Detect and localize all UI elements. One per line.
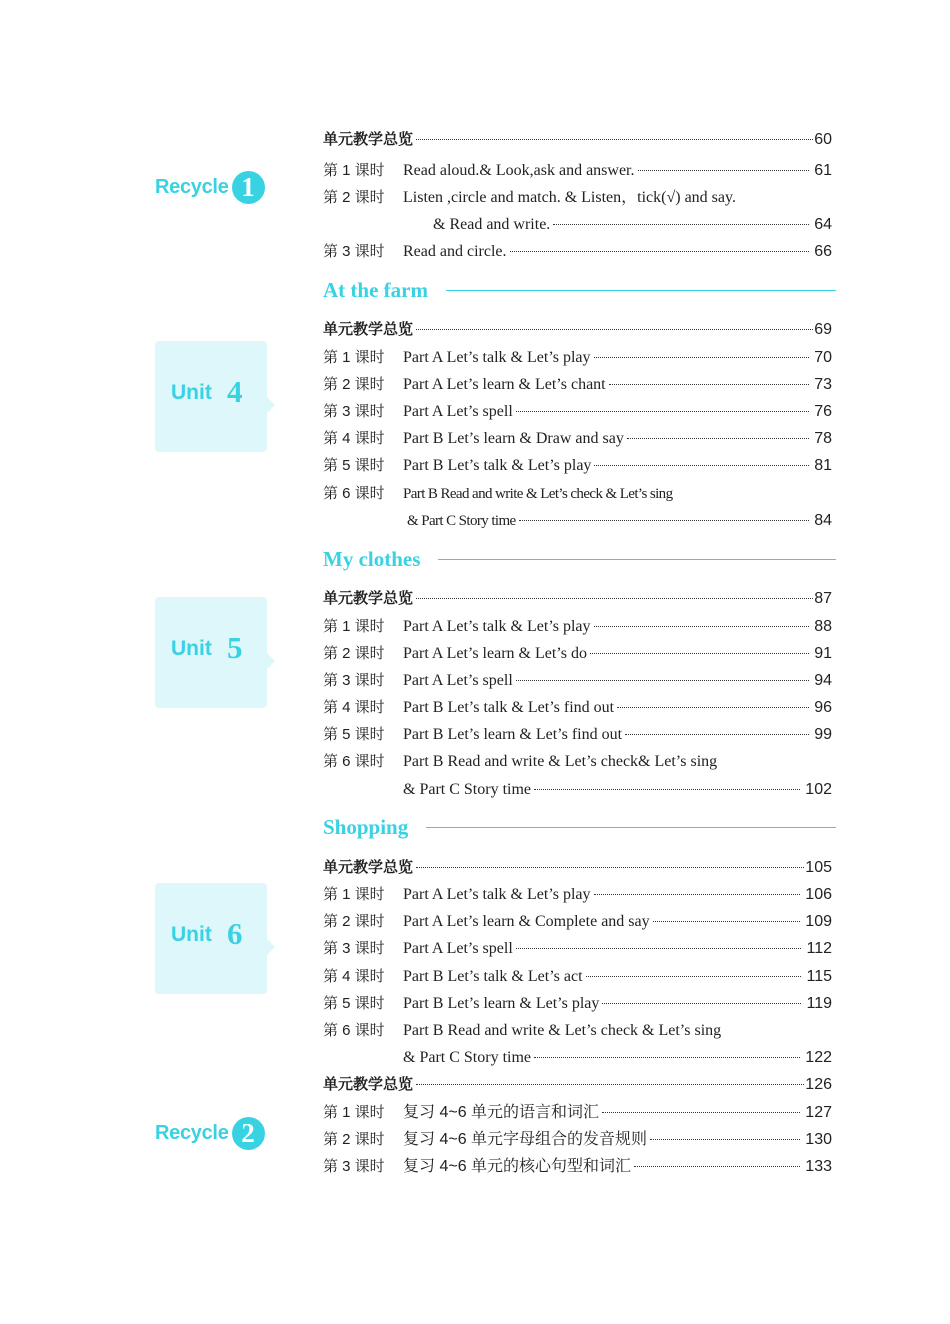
toc-page: 127 bbox=[805, 1104, 832, 1121]
toc-title: Part A Let’s spell bbox=[403, 940, 513, 957]
toc-page: 88 bbox=[814, 618, 832, 635]
toc-row[interactable] bbox=[323, 1102, 832, 1124]
unit-number: 6 bbox=[227, 916, 243, 951]
toc-row[interactable] bbox=[323, 1074, 832, 1096]
toc-title: 单元教学总览 bbox=[323, 1076, 414, 1093]
divider bbox=[426, 827, 836, 828]
toc-title: Listen ,circle and match. & Listen，tick(√) and say. bbox=[403, 189, 736, 206]
toc-lesson: 第 1 课时 bbox=[323, 886, 385, 903]
toc-row[interactable] bbox=[323, 483, 832, 505]
toc-lesson: 第 5 课时 bbox=[323, 726, 385, 743]
leader-dots bbox=[594, 357, 810, 358]
toc-lesson: 第 4 课时 bbox=[323, 430, 385, 447]
toc-page: 91 bbox=[814, 645, 832, 662]
toc-row[interactable] bbox=[323, 779, 832, 801]
leader-dots bbox=[519, 520, 810, 521]
leader-dots bbox=[534, 1057, 800, 1058]
unit-label: Unit bbox=[171, 381, 212, 404]
toc-title: Part B Let’s talk & Let’s find out bbox=[403, 699, 615, 716]
toc-row[interactable] bbox=[323, 319, 832, 341]
toc-page: 60 bbox=[814, 131, 832, 148]
toc-row[interactable] bbox=[323, 1020, 832, 1042]
leader-dots bbox=[416, 867, 804, 868]
toc-lesson: 第 2 课时 bbox=[323, 645, 385, 662]
toc-lesson: 第 3 课时 bbox=[323, 243, 385, 260]
toc-row[interactable] bbox=[323, 160, 832, 182]
toc-lesson: 第 5 课时 bbox=[323, 995, 385, 1012]
toc-title: 复习 4~6 单元的语言和词汇 bbox=[403, 1104, 600, 1121]
toc-page: 99 bbox=[814, 726, 832, 743]
toc-row[interactable] bbox=[323, 1047, 832, 1069]
toc-row[interactable] bbox=[323, 724, 832, 746]
toc-row[interactable] bbox=[323, 751, 832, 773]
section-title: At the farm bbox=[323, 277, 428, 302]
toc-title: Part B Let’s talk & Let’s play bbox=[403, 457, 592, 474]
toc-row[interactable] bbox=[323, 241, 832, 263]
unit-number: 4 bbox=[227, 374, 243, 409]
toc-row[interactable] bbox=[323, 911, 832, 933]
toc-row[interactable] bbox=[323, 884, 832, 906]
leader-dots bbox=[638, 170, 810, 171]
toc-row[interactable] bbox=[323, 187, 832, 209]
toc-title: Part A Let’s learn & Let’s do bbox=[403, 645, 587, 662]
toc-title: Part B Let’s learn & Let’s play bbox=[403, 995, 600, 1012]
leader-dots bbox=[586, 976, 802, 977]
toc-page: 102 bbox=[805, 781, 832, 798]
toc-title: & Part C Story time bbox=[407, 513, 516, 529]
toc-title: & Part C Story time bbox=[403, 781, 531, 798]
toc-page: 81 bbox=[814, 457, 832, 474]
toc-title: Part B Read and write & Let’s check& Let’s sing bbox=[403, 753, 718, 770]
leader-dots bbox=[627, 438, 809, 439]
toc-page: 109 bbox=[805, 913, 832, 930]
toc-lesson: 第 2 课时 bbox=[323, 913, 385, 930]
toc-page: 78 bbox=[814, 430, 832, 447]
unit-label: Unit bbox=[171, 923, 212, 946]
toc-row[interactable] bbox=[323, 857, 832, 879]
toc-lesson: 第 1 课时 bbox=[323, 618, 385, 635]
toc-row[interactable] bbox=[323, 1156, 832, 1178]
leader-dots bbox=[609, 384, 810, 385]
leader-dots bbox=[516, 680, 809, 681]
toc-page: 64 bbox=[814, 216, 832, 233]
toc-title: Part A Let’s talk & Let’s play bbox=[403, 618, 591, 635]
toc-row[interactable] bbox=[323, 616, 832, 638]
toc-title: 单元教学总览 bbox=[323, 590, 414, 607]
toc-title: 复习 4~6 单元字母组合的发音规则 bbox=[403, 1131, 648, 1148]
toc-title: Part A Let’s learn & Complete and say bbox=[403, 913, 650, 930]
toc-title: Part A Let’s spell bbox=[403, 403, 513, 420]
toc-page: 70 bbox=[814, 349, 832, 366]
section-heading-unit-6 bbox=[323, 813, 836, 841]
unit-label: Unit bbox=[171, 637, 212, 660]
recycle-2-badge bbox=[155, 1116, 265, 1150]
toc-title: & Read and write. bbox=[433, 216, 551, 233]
toc-page: 61 bbox=[814, 162, 832, 179]
toc-title: Part B Let’s learn & Let’s find out bbox=[403, 726, 623, 743]
unit-5-badge bbox=[155, 597, 267, 708]
leader-dots bbox=[416, 598, 813, 599]
toc-page: 94 bbox=[814, 672, 832, 689]
leader-dots bbox=[594, 626, 810, 627]
toc-title: Part A Let’s learn & Let’s chant bbox=[403, 376, 606, 393]
toc-row[interactable] bbox=[323, 966, 832, 988]
leader-dots bbox=[516, 411, 809, 412]
toc-row[interactable] bbox=[323, 214, 832, 236]
toc-title: 单元教学总览 bbox=[323, 859, 414, 876]
toc-row[interactable] bbox=[323, 697, 832, 719]
toc-lesson: 第 3 课时 bbox=[323, 940, 385, 957]
leader-dots bbox=[534, 789, 800, 790]
unit-number: 5 bbox=[227, 630, 243, 665]
toc-lesson: 第 2 课时 bbox=[323, 376, 385, 393]
toc-lesson: 第 6 课时 bbox=[323, 753, 385, 770]
toc-row[interactable] bbox=[323, 455, 832, 477]
leader-dots bbox=[594, 465, 809, 466]
toc-lesson: 第 4 课时 bbox=[323, 699, 385, 716]
leader-dots bbox=[510, 251, 810, 252]
leader-dots bbox=[634, 1166, 800, 1167]
unit-6-badge bbox=[155, 883, 267, 994]
toc-lesson: 第 4 课时 bbox=[323, 968, 385, 985]
unit-4-badge bbox=[155, 341, 267, 452]
leader-dots bbox=[653, 921, 801, 922]
recycle-1-badge bbox=[155, 170, 265, 204]
toc-lesson: 第 3 课时 bbox=[323, 672, 385, 689]
toc-title: 复习 4~6 单元的核心句型和词汇 bbox=[403, 1158, 632, 1175]
toc-row[interactable] bbox=[323, 428, 832, 450]
recycle-label: Recycle bbox=[155, 175, 229, 198]
toc-page: 76 bbox=[814, 403, 832, 420]
toc-lesson: 第 2 课时 bbox=[323, 1131, 385, 1148]
toc-row[interactable] bbox=[323, 993, 832, 1015]
toc-page: 84 bbox=[814, 512, 832, 529]
toc-title: Part B Let’s learn & Draw and say bbox=[403, 430, 624, 447]
toc-lesson: 第 1 课时 bbox=[323, 162, 385, 179]
toc-lesson: 第 1 课时 bbox=[323, 349, 385, 366]
toc-title: Read aloud.& Look,ask and answer. bbox=[403, 162, 635, 179]
divider bbox=[438, 559, 836, 560]
toc-title: Part A Let’s spell bbox=[403, 672, 513, 689]
toc-page: 69 bbox=[814, 321, 832, 338]
leader-dots bbox=[416, 329, 813, 330]
section-heading-unit-5 bbox=[323, 545, 836, 573]
toc-page: 126 bbox=[805, 1076, 832, 1093]
toc-page: 122 bbox=[805, 1049, 832, 1066]
leader-dots bbox=[590, 653, 809, 654]
toc-lesson: 第 5 课时 bbox=[323, 457, 385, 474]
toc-page: 96 bbox=[814, 699, 832, 716]
toc-page: 73 bbox=[814, 376, 832, 393]
toc-row[interactable] bbox=[323, 1129, 832, 1151]
toc-lesson: 第 1 课时 bbox=[323, 1104, 385, 1121]
leader-dots bbox=[602, 1003, 801, 1004]
toc-title: Read and circle. bbox=[403, 243, 507, 260]
toc-lesson: 第 6 课时 bbox=[323, 485, 385, 502]
toc-page: 112 bbox=[806, 940, 832, 957]
leader-dots bbox=[594, 894, 801, 895]
leader-dots bbox=[617, 707, 809, 708]
toc-page: 105 bbox=[805, 859, 832, 876]
toc-page: 119 bbox=[806, 995, 832, 1012]
toc-lesson: 第 2 课时 bbox=[323, 189, 385, 206]
leader-dots bbox=[416, 139, 813, 140]
leader-dots bbox=[650, 1139, 800, 1140]
toc-title: Part A Let’s talk & Let’s play bbox=[403, 349, 591, 366]
toc-lesson: 第 6 课时 bbox=[323, 1022, 385, 1039]
toc-row[interactable] bbox=[323, 347, 832, 369]
recycle-number: 2 bbox=[232, 1117, 265, 1150]
toc-row[interactable] bbox=[323, 401, 832, 423]
divider bbox=[446, 290, 836, 291]
toc-row[interactable] bbox=[323, 374, 832, 396]
toc-page: 115 bbox=[806, 968, 832, 985]
toc-title: Part B Read and write & Let’s check & Let’s sing bbox=[403, 486, 673, 502]
leader-dots bbox=[516, 948, 802, 949]
toc-row[interactable] bbox=[323, 938, 832, 960]
toc-page: 130 bbox=[805, 1131, 832, 1148]
toc-row[interactable] bbox=[323, 129, 832, 151]
recycle-number: 1 bbox=[232, 171, 265, 204]
toc-row[interactable] bbox=[323, 670, 832, 692]
toc-title: Part A Let’s talk & Let’s play bbox=[403, 886, 591, 903]
toc-row[interactable] bbox=[323, 588, 832, 610]
toc-title: Part B Let’s talk & Let’s act bbox=[403, 968, 583, 985]
toc-page: 133 bbox=[805, 1158, 832, 1175]
toc-page: 87 bbox=[814, 590, 832, 607]
leader-dots bbox=[553, 224, 809, 225]
recycle-label: Recycle bbox=[155, 1121, 229, 1144]
section-title: Shopping bbox=[323, 814, 409, 839]
toc-title: Part B Read and write & Let’s check & Let’s sing bbox=[403, 1022, 722, 1039]
toc-title: 单元教学总览 bbox=[323, 131, 414, 148]
toc-row[interactable] bbox=[323, 510, 832, 532]
toc-lesson: 第 3 课时 bbox=[323, 403, 385, 420]
toc-row[interactable] bbox=[323, 643, 832, 665]
toc-title: & Part C Story time bbox=[403, 1049, 531, 1066]
leader-dots bbox=[625, 734, 809, 735]
toc-lesson: 第 3 课时 bbox=[323, 1158, 385, 1175]
section-title: My clothes bbox=[323, 546, 421, 571]
leader-dots bbox=[602, 1112, 800, 1113]
leader-dots bbox=[416, 1084, 804, 1085]
toc-title: 单元教学总览 bbox=[323, 321, 414, 338]
toc-page: 66 bbox=[814, 243, 832, 260]
toc-page: 106 bbox=[805, 886, 832, 903]
section-heading-unit-4 bbox=[323, 276, 836, 304]
